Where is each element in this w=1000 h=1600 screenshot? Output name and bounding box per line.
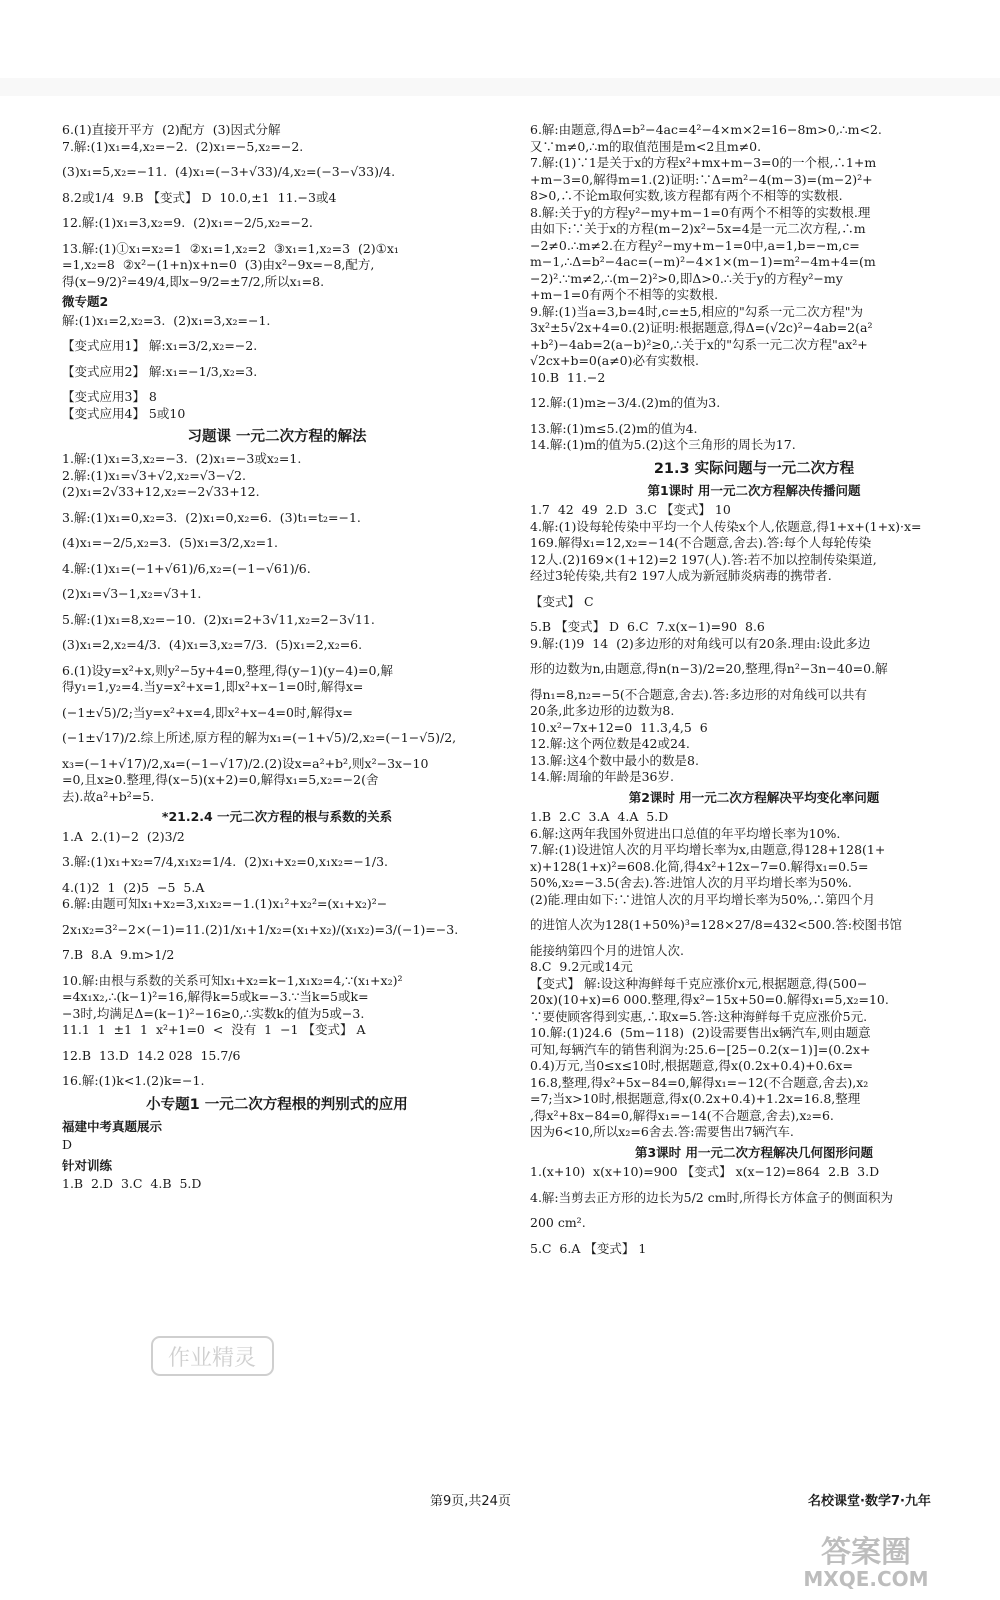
right-line-48: 20x)(10+x)=6 000.整理,得x²−15x+50=0.解得x₁=5,x₂=10. — [530, 992, 889, 1008]
left-line-49: 1.B 2.D 3.C 4.B 5.D — [62, 1176, 202, 1192]
right-line-27: 【变式】 C — [530, 593, 594, 609]
left-line-28: (−1±√17)/2.综上所述,原方程的解为x₁=(−1+√5)/2,x₂=(−1−√5)/2, — [62, 730, 457, 746]
svg-text:作业精灵: 作业精灵 — [167, 1346, 257, 1371]
right-line-60: 200 cm². — [530, 1215, 586, 1231]
left-line-44: 16.解:(1)k<1.(2)k=−1. — [62, 1073, 205, 1089]
right-line-13: 3x²±5√2x+4=0.(2)证明:根据题意,得Δ=(√2c)²−4ab=2(a² — [530, 320, 873, 335]
right-line-24: 169.解得x₁=12,x₂=−14(不合题意,舍去).答:每个人每轮传染 — [530, 535, 872, 551]
right-line-12: 9.解:(1)当a=3,b=4时,c=±5,相应的"勾系一元二次方程"为 — [530, 303, 863, 319]
left-line-4: 8.2或1/4 9.B 【变式】 D 10.0,±1 11.−3或4 — [62, 189, 337, 205]
left-line-2: 7.解:(1)x₁=4,x₂=−2. (2)x₁=−5,x₂=−2. — [62, 138, 304, 154]
right-line-28: 5.B 【变式】 D 6.C 7.x(x−1)=90 8.6 — [530, 619, 765, 635]
left-line-3: (3)x₁=5,x₂=−11. (4)x₁=(−3+√33)/4,x₂=(−3−√33)/4. — [62, 164, 396, 179]
right-line-16: 10.B 11.−2 — [530, 369, 606, 385]
right-line-57: 第3课时 用一元二次方程解决几何图形问题 — [634, 1144, 874, 1160]
right-line-14: +b²)−4ab=2(a−b)²≥0,∴关于x的"勾系一元二次方程"ax²+ — [530, 336, 868, 352]
left-line-13: 【变式应用3】 8 — [62, 389, 157, 404]
right-line-56: 因为6<10,所以x₂=6舍去.答:需要售出7辆汽车. — [530, 1124, 794, 1140]
right-line-22: 1.7 42 49 2.D 3.C 【变式】 10 — [530, 502, 731, 518]
right-line-8: −2≠0.∴m≠2.在方程y²−my+m−1=0中,a=1,b=−m,c= — [530, 237, 860, 253]
right-line-50: 10.解:(1)24.6 (5m−118) (2)设需要售出x辆汽车,则由题意 — [530, 1025, 871, 1041]
right-line-2: 又∵m≠0,∴m的取值范围是m<2且m≠0. — [530, 138, 762, 154]
left-line-9: 微专题2 — [62, 294, 109, 309]
left-line-11: 【变式应用1】 解:x₁=3/2,x₂=−2. — [62, 338, 258, 353]
left-line-21: 4.解:(1)x₁=(−1+√61)/6,x₂=(−1−√61)/6. — [62, 560, 311, 576]
right-line-6: 8.解:关于y的方程y²−my+m−1=0有两个不相等的实数根.理 — [530, 204, 871, 220]
right-line-5: 8>0,∴不论m取何实数,该方程都有两个不相等的实数根. — [530, 188, 843, 203]
logo-title: 答案圈 — [821, 1535, 911, 1570]
right-line-58: 1.(x+10) x(x+10)=900 【变式】 x(x−12)=864 2.B 3.D — [530, 1164, 880, 1180]
right-line-49: ∵要使顾客得到实惠,∴取x=5.答:这种海鲜每千克应涨价5元. — [530, 1008, 868, 1024]
right-line-3: 7.解:(1)∵1是关于x的方程x²+mx+m−3=0的一个根,∴1+m — [530, 155, 877, 170]
left-line-42: 11.1 1 ±1 1 x²+1=0 < 没有 1 −1 【变式】 A — [62, 1022, 366, 1038]
right-line-31: 得n₁=8,n₂=−5(不合题意,舍去).答:多边形的对角线可以共有 — [530, 686, 867, 702]
logo-url: MXQE.COM — [803, 1567, 929, 1591]
right-line-10: −2)².∵m≠2,∴(m−2)²>0,即Δ>0.∴关于y的方程y²−my — [530, 270, 843, 286]
book-brand: 名校课堂·数学7·九年 — [808, 1494, 931, 1509]
left-line-19: 3.解:(1)x₁=0,x₂=3. (2)x₁=0,x₂=6. (3)t₁=t₂=−1. — [62, 509, 361, 525]
right-line-40: 7.解:(1)设进馆人次的月平均增长率为x,由题意,得128+128(1+ — [530, 842, 886, 858]
left-line-22: (2)x₁=√3−1,x₂=√3+1. — [62, 586, 202, 602]
left-line-16: 1.解:(1)x₁=3,x₂=−3. (2)x₁=−3或x₂=1. — [62, 451, 302, 467]
left-line-45: 小专题1 一元二次方程根的判别式的应用 — [146, 1096, 408, 1113]
right-line-43: (2)能.理由如下:∵进馆人次的月平均增长率为50%,∴第四个月 — [530, 891, 876, 907]
left-line-1: 6.(1)直接开平方 (2)配方 (3)因式分解 — [62, 122, 281, 137]
right-line-39: 6.解:这两年我国外贸进出口总值的年平均增长率为10%. — [530, 825, 841, 841]
right-line-53: 16.8,整理,得x²+5x−84=0,解得x₁=−12(不合题意,舍去),x₂ — [530, 1074, 869, 1090]
left-line-5: 12.解:(1)x₁=3,x₂=9. (2)x₁=−2/5,x₂=−2. — [62, 215, 313, 230]
site-logo-watermark — [752, 1528, 980, 1592]
right-line-45: 能接纳第四个月的进馆人次. — [530, 942, 684, 958]
right-line-23: 4.解:(1)设每轮传染中平均一个人传染x个人,依题意,得1+x+(1+x)·x= — [530, 518, 922, 534]
right-line-54: =7;当x>10时,根据题意,得x(0.2x+0.4)+1.2x=16.8,整理 — [530, 1091, 861, 1107]
left-line-48: 针对训练 — [62, 1157, 113, 1173]
scan-shade — [0, 78, 1000, 96]
left-line-35: 4.(1)2 1 (2)5 −5 5.A — [62, 879, 205, 895]
left-line-27: (−1±√5)/2;当y=x²+x=4,即x²+x−4=0时,解得x= — [62, 704, 353, 720]
right-line-38: 1.B 2.C 3.A 4.A 5.D — [530, 809, 669, 825]
left-line-32: *21.2.4 一元二次方程的根与系数的关系 — [161, 809, 393, 825]
left-line-23: 5.解:(1)x₁=8,x₂=−10. (2)x₁=2+3√11,x₂=2−3√11. — [62, 611, 375, 627]
left-line-43: 12.B 13.D 14.2 028 15.7/6 — [62, 1047, 241, 1063]
left-line-7: =1,x₂=8 ②x²−(1+n)x+n=0 (3)由x²−9x=−8,配方, — [62, 257, 375, 272]
left-line-33: 1.A 2.(1)−2 (2)3/2 — [62, 828, 185, 844]
right-line-37: 第2课时 用一元二次方程解决平均变化率问题 — [628, 789, 880, 805]
right-line-30: 形的边数为n,由题意,得n(n−3)/2=20,整理,得n²−3n−40=0.解 — [530, 661, 888, 677]
right-line-29: 9.解:(1)9 14 (2)多边形的对角线可以有20条.理由:设此多边 — [530, 635, 871, 651]
left-line-36: 6.解:由题可知x₁+x₂=3,x₁x₂=−1.(1)x₁²+x₂²=(x₁+x₂)²− — [62, 896, 388, 912]
right-line-33: 10.x²−7x+12=0 11.3,4,5 6 — [530, 719, 708, 735]
right-line-21: 第1课时 用一元二次方程解决传播问题 — [647, 482, 861, 498]
left-line-17: 2.解:(1)x₁=√3+√2,x₂=√3−√2. — [62, 467, 246, 483]
right-line-17: 12.解:(1)m≥−3/4.(2)m的值为3. — [530, 395, 721, 410]
left-line-39: 10.解:由根与系数的关系可知x₁+x₂=k−1,x₁x₂=4,∵(x₁+x₂)² — [62, 972, 403, 988]
right-line-26: 经过3轮传染,共有2 197人成为新冠肺炎病毒的携带者. — [530, 568, 832, 584]
right-line-20: 21.3 实际问题与一元二次方程 — [653, 460, 855, 477]
right-line-11: +m−1=0有两个不相等的实数根. — [530, 287, 719, 302]
left-line-10: 解:(1)x₁=2,x₂=3. (2)x₁=3,x₂=−1. — [62, 312, 271, 328]
right-line-4: +m−3=0,解得m=1.(2)证明:∵Δ=m²−4(m−3)=(m−2)²+ — [530, 171, 873, 187]
left-line-37: 2x₁x₂=3²−2×(−1)=11.(2)1/x₁+1/x₂=(x₁+x₂)/(x₁x₂)=3/(−1)=−3. — [62, 921, 459, 937]
right-line-52: 0.4)万元,当0≤x≤10时,根据题意,得x(0.2x+0.4)+0.6x= — [530, 1058, 853, 1074]
right-line-1: 6.解:由题意,得Δ=b²−4ac=4²−4×m×2=16−8m>0,∴m<2. — [530, 122, 882, 137]
left-line-8: 得(x−9/2)²=49/4,即x−9/2=±7/2,所以x₁=8. — [62, 273, 325, 289]
page-number: 第9页,共24页 — [430, 1494, 511, 1509]
left-line-6: 13.解:(1)①x₁=x₂=1 ②x₁=1,x₂=2 ③x₁=1,x₂=3 (2)①x₁ — [62, 240, 399, 256]
right-line-47: 【变式】 解:设这种海鲜每千克应涨价x元,根据题意,得(500− — [530, 975, 868, 991]
left-column — [62, 122, 492, 1193]
left-line-40: =4x₁x₂,∴(k−1)²=16,解得k=5或k=−3.∵当k=5或k= — [62, 989, 369, 1005]
left-line-38: 7.B 8.A 9.m>1/2 — [62, 947, 175, 963]
right-line-36: 14.解:周瑜的年龄是36岁. — [530, 769, 674, 785]
left-line-30: =0,且x≥0.整理,得(x−5)(x+2)=0,解得x₁=5,x₂=−2(舍 — [62, 772, 379, 788]
right-line-61: 5.C 6.A 【变式】 1 — [530, 1240, 647, 1256]
right-line-19: 14.解:(1)m的值为5.(2)这个三角形的周长为17. — [530, 437, 796, 452]
right-line-51: 可知,每辆汽车的销售利润为:25.6−[25−0.2(x−1)]=(0.2x+ — [530, 1041, 871, 1057]
left-line-31: 去).故a²+b²=5. — [62, 788, 155, 804]
left-line-18: (2)x₁=2√33+12,x₂=−2√33+12. — [62, 484, 260, 500]
left-line-14: 【变式应用4】 5或10 — [62, 405, 186, 421]
right-line-32: 20条,此多边形的边数为8. — [530, 703, 675, 719]
right-line-18: 13.解:(1)m≤5.(2)m的值为4. — [530, 420, 698, 436]
right-line-44: 的进馆人次为128(1+50%)³=128×27/8=432<500.答:校图书馆 — [530, 917, 903, 933]
left-line-24: (3)x₁=2,x₂=4/3. (4)x₁=3,x₂=7/3. (5)x₁=2,x₂=6. — [62, 637, 363, 653]
left-line-26: 得y₁=1,y₂=4.当y=x²+x=1,即x²+x−1=0时,解得x= — [62, 679, 364, 695]
right-column — [530, 122, 978, 1257]
left-line-25: 6.(1)设y=x²+x,则y²−5y+4=0,整理,得(y−1)(y−4)=0,解 — [62, 662, 393, 678]
right-line-35: 13.解:这4个数中最小的数是8. — [530, 752, 699, 768]
left-line-12: 【变式应用2】 解:x₁=−1/3,x₂=3. — [62, 363, 258, 379]
right-line-42: 50%,x₂=−3.5(舍去).答:进馆人次的月平均增长率为50%. — [530, 875, 852, 891]
right-line-46: 8.C 9.2元或14元 — [530, 959, 633, 975]
left-line-46: 福建中考真题展示 — [62, 1118, 163, 1134]
left-line-41: −3时,均满足Δ=(k−1)²−16≥0,∴实数k的值为5或−3. — [62, 1005, 365, 1021]
stamp-watermark — [150, 1333, 275, 1379]
left-line-20: (4)x₁=−2/5,x₂=3. (5)x₁=3/2,x₂=1. — [62, 535, 279, 551]
right-line-55: ,得x²+8x−84=0,解得x₁=−14(不合题意,舍去),x₂=6. — [530, 1107, 834, 1123]
left-line-15: 习题课 一元二次方程的解法 — [187, 429, 367, 445]
right-line-25: 12人.(2)169×(1+12)=2 197(人).答:若不加以控制传染渠道, — [530, 551, 877, 567]
right-line-15: √2cx+b=0(a≠0)必有实数根. — [530, 353, 699, 368]
right-line-34: 12.解:这个两位数是42或24. — [530, 736, 690, 752]
right-line-59: 4.解:当剪去正方形的边长为5/2 cm时,所得长方体盒子的侧面积为 — [530, 1189, 894, 1205]
left-line-29: x₃=(−1+√17)/2,x₄=(−1−√17)/2.(2)设x=a²+b²,则x²−3x−10 — [62, 755, 429, 771]
left-line-47: D — [62, 1137, 73, 1153]
right-line-7: 由如下:∵关于x的方程(m−2)x²−5x=4是一元二次方程,∴m — [530, 221, 866, 236]
right-line-41: x)+128(1+x)²=608.化简,得4x²+12x−7=0.解得x₁=0.5= — [530, 858, 869, 874]
left-line-34: 3.解:(1)x₁+x₂=7/4,x₁x₂=1/4. (2)x₁+x₂=0,x₁x₂=−1/3. — [62, 854, 388, 870]
right-line-9: m−1,∴Δ=b²−4ac=(−m)²−4×1×(m−1)=m²−4m+4=(m — [530, 254, 876, 269]
page-footer — [0, 1493, 1000, 1515]
